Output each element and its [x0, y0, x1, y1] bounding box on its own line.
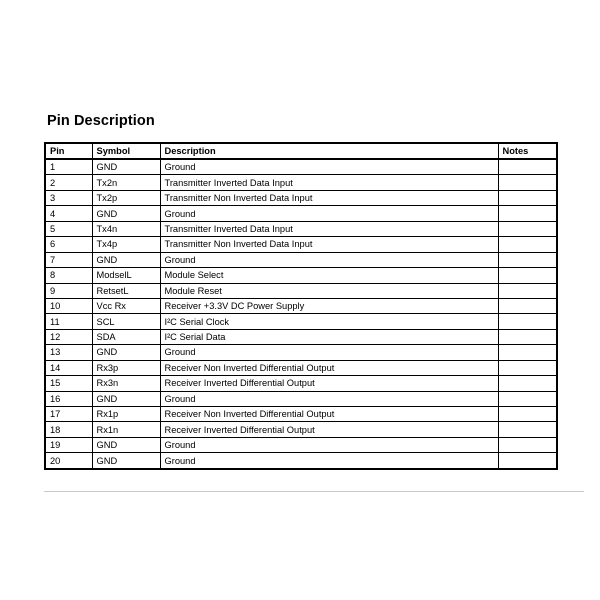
table-body	[45, 159, 557, 469]
symbol-cell: Rx1p	[92, 407, 160, 422]
symbol-cell: GND	[92, 345, 160, 360]
table-row	[45, 437, 557, 452]
description-cell: Receiver Inverted Differential Output	[160, 376, 498, 391]
pin-cell: 4	[45, 206, 92, 221]
symbol-cell: Tx4n	[92, 221, 160, 236]
table-row	[45, 237, 557, 252]
description-cell: Transmitter Inverted Data Input	[160, 221, 498, 236]
notes-cell	[498, 252, 557, 267]
column-header-description: Description	[160, 143, 498, 159]
description-cell: Module Reset	[160, 283, 498, 298]
description-cell: Receiver +3.3V DC Power Supply	[160, 298, 498, 313]
table-row	[45, 376, 557, 391]
table-row	[45, 422, 557, 437]
pin-cell: 20	[45, 453, 92, 469]
table-row	[45, 159, 557, 175]
symbol-cell: Rx1n	[92, 422, 160, 437]
pin-cell: 10	[45, 298, 92, 313]
table-row	[45, 190, 557, 205]
table-row	[45, 298, 557, 313]
table-row	[45, 360, 557, 375]
notes-cell	[498, 329, 557, 344]
table-row	[45, 345, 557, 360]
pin-cell: 16	[45, 391, 92, 406]
symbol-cell: GND	[92, 437, 160, 452]
description-cell: Ground	[160, 345, 498, 360]
symbol-cell: GND	[92, 453, 160, 469]
table-row	[45, 206, 557, 221]
symbol-cell: GND	[92, 206, 160, 221]
table-row	[45, 252, 557, 267]
description-cell: Receiver Inverted Differential Output	[160, 422, 498, 437]
description-cell: Transmitter Inverted Data Input	[160, 175, 498, 190]
pin-description-table	[44, 142, 558, 470]
symbol-cell: ModselL	[92, 268, 160, 283]
symbol-cell: Tx2n	[92, 175, 160, 190]
page-divider	[44, 491, 584, 492]
notes-cell	[498, 237, 557, 252]
table-row	[45, 221, 557, 236]
pin-cell: 13	[45, 345, 92, 360]
pin-cell: 11	[45, 314, 92, 329]
notes-cell	[498, 453, 557, 469]
notes-cell	[498, 206, 557, 221]
pin-cell: 1	[45, 159, 92, 175]
notes-cell	[498, 298, 557, 313]
table-header-row	[45, 143, 557, 159]
column-header-symbol: Symbol	[92, 143, 160, 159]
table-row	[45, 314, 557, 329]
column-header-pin: Pin	[45, 143, 92, 159]
notes-cell	[498, 314, 557, 329]
notes-cell	[498, 407, 557, 422]
symbol-cell: Vcc Rx	[92, 298, 160, 313]
notes-cell	[498, 345, 557, 360]
pin-cell: 8	[45, 268, 92, 283]
symbol-cell: GND	[92, 252, 160, 267]
table-row	[45, 283, 557, 298]
notes-cell	[498, 268, 557, 283]
pin-cell: 7	[45, 252, 92, 267]
table-row	[45, 391, 557, 406]
page-title: Pin Description	[47, 113, 155, 129]
description-cell: Module Select	[160, 268, 498, 283]
pin-cell: 6	[45, 237, 92, 252]
description-cell: Transmitter Non Inverted Data Input	[160, 190, 498, 205]
description-cell: Receiver Non Inverted Differential Output	[160, 407, 498, 422]
notes-cell	[498, 360, 557, 375]
notes-cell	[498, 422, 557, 437]
symbol-cell: Rx3p	[92, 360, 160, 375]
description-cell: Transmitter Non Inverted Data Input	[160, 237, 498, 252]
pin-cell: 5	[45, 221, 92, 236]
description-cell: Ground	[160, 206, 498, 221]
pin-cell: 14	[45, 360, 92, 375]
pin-cell: 12	[45, 329, 92, 344]
symbol-cell: Tx2p	[92, 190, 160, 205]
notes-cell	[498, 175, 557, 190]
notes-cell	[498, 283, 557, 298]
symbol-cell: SDA	[92, 329, 160, 344]
pin-cell: 18	[45, 422, 92, 437]
pin-cell: 2	[45, 175, 92, 190]
pin-cell: 19	[45, 437, 92, 452]
notes-cell	[498, 437, 557, 452]
pin-cell: 17	[45, 407, 92, 422]
description-cell: Ground	[160, 453, 498, 469]
table-row	[45, 175, 557, 190]
notes-cell	[498, 221, 557, 236]
symbol-cell: GND	[92, 391, 160, 406]
symbol-cell: RetsetL	[92, 283, 160, 298]
table-row	[45, 453, 557, 469]
table-row	[45, 407, 557, 422]
notes-cell	[498, 376, 557, 391]
table-row	[45, 268, 557, 283]
symbol-cell: SCL	[92, 314, 160, 329]
symbol-cell: Tx4p	[92, 237, 160, 252]
description-cell: Ground	[160, 252, 498, 267]
description-cell: Receiver Non Inverted Differential Output	[160, 360, 498, 375]
pin-cell: 3	[45, 190, 92, 205]
symbol-cell: Rx3n	[92, 376, 160, 391]
description-cell: Ground	[160, 437, 498, 452]
notes-cell	[498, 190, 557, 205]
pin-cell: 9	[45, 283, 92, 298]
column-header-notes: Notes	[498, 143, 557, 159]
description-cell: Ground	[160, 391, 498, 406]
notes-cell	[498, 391, 557, 406]
description-cell: I²C Serial Clock	[160, 314, 498, 329]
pin-cell: 15	[45, 376, 92, 391]
description-cell: I²C Serial Data	[160, 329, 498, 344]
symbol-cell: GND	[92, 159, 160, 175]
description-cell: Ground	[160, 159, 498, 175]
notes-cell	[498, 159, 557, 175]
table-row	[45, 329, 557, 344]
